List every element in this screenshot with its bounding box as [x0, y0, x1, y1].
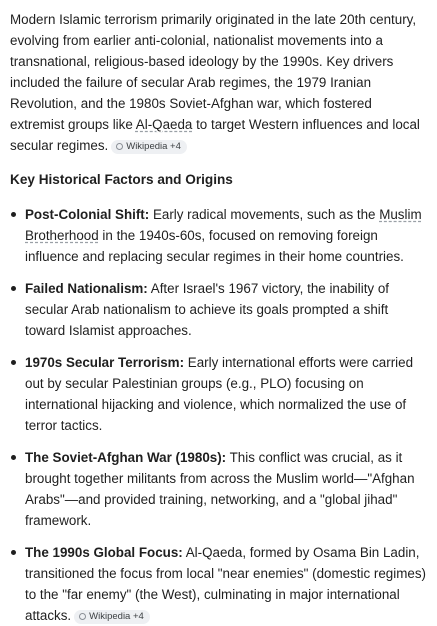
factors-list	[10, 204, 427, 626]
globe-icon	[79, 613, 86, 620]
factor-text: This conflict was crucial, as it brought together militants from across the Muslim world—"Afghan Arabs"—and provided training, networking, and a "global jihad" framework.	[25, 450, 415, 528]
factor-text: Early international efforts were carried out by secular Palestinian groups (e.g., PLO) focusing on international hijacking and violence, which normalized the use of terror tactics.	[25, 355, 414, 433]
factor-term: Post-Colonial Shift:	[25, 207, 150, 222]
list-item	[10, 352, 427, 436]
source-chip[interactable]	[111, 140, 187, 154]
intro-text-2: to target Western influences and local secular regimes.	[10, 117, 420, 153]
factor-term: The 1990s Global Focus:	[25, 545, 183, 560]
factor-term: Failed Nationalism:	[25, 281, 148, 296]
intro-paragraph	[10, 9, 427, 156]
section-heading: Key Historical Factors and Origins	[10, 172, 233, 187]
bullet-icon	[11, 360, 16, 365]
al-qaeda-link[interactable]: Al-Qaeda	[135, 117, 193, 132]
factor-text: Al-Qaeda, formed by Osama Bin Ladin, transitioned the focus from local "near enemies" (domestic regimes) to the "far enemy" (the West), culminating in major international attacks.	[25, 545, 426, 623]
bullet-icon	[11, 286, 16, 291]
globe-icon	[116, 143, 123, 150]
bullet-icon	[11, 212, 16, 217]
factor-text: Early radical movements, such as the	[149, 207, 380, 222]
muslim-brotherhood-link[interactable]: Muslim Brotherhood	[25, 207, 422, 243]
source-chip-label: Wikipedia +4	[126, 141, 181, 152]
list-item	[10, 204, 427, 267]
bullet-icon	[11, 550, 16, 555]
factor-term: 1970s Secular Terrorism:	[25, 355, 185, 370]
factor-text: After Israel's 1967 victory, the inability of secular Arab nationalism to achieve its goals prompted a shift toward Islamist approaches.	[25, 281, 390, 338]
list-item	[10, 542, 427, 626]
factor-term: The Soviet-Afghan War (1980s):	[25, 450, 227, 465]
list-item	[10, 447, 427, 531]
factor-text: in the 1940s-60s, focused on removing foreign influence and replacing secular regimes in their home countries.	[25, 228, 404, 264]
source-chip[interactable]	[74, 610, 150, 624]
bullet-icon	[11, 455, 16, 460]
list-item	[10, 278, 427, 341]
intro-text-1: Modern Islamic terrorism primarily originated in the late 20th century, evolving from earlier anti-colonial, nationalist movements into a transnational, religious-based ideology by the 1990s. Key drivers included the failure of secular Arab regimes, the 1979 Iranian Revolution, and the 1980s Soviet-Afghan war, which fostered extremist groups like	[10, 12, 417, 132]
source-chip-label: Wikipedia +4	[89, 611, 144, 622]
